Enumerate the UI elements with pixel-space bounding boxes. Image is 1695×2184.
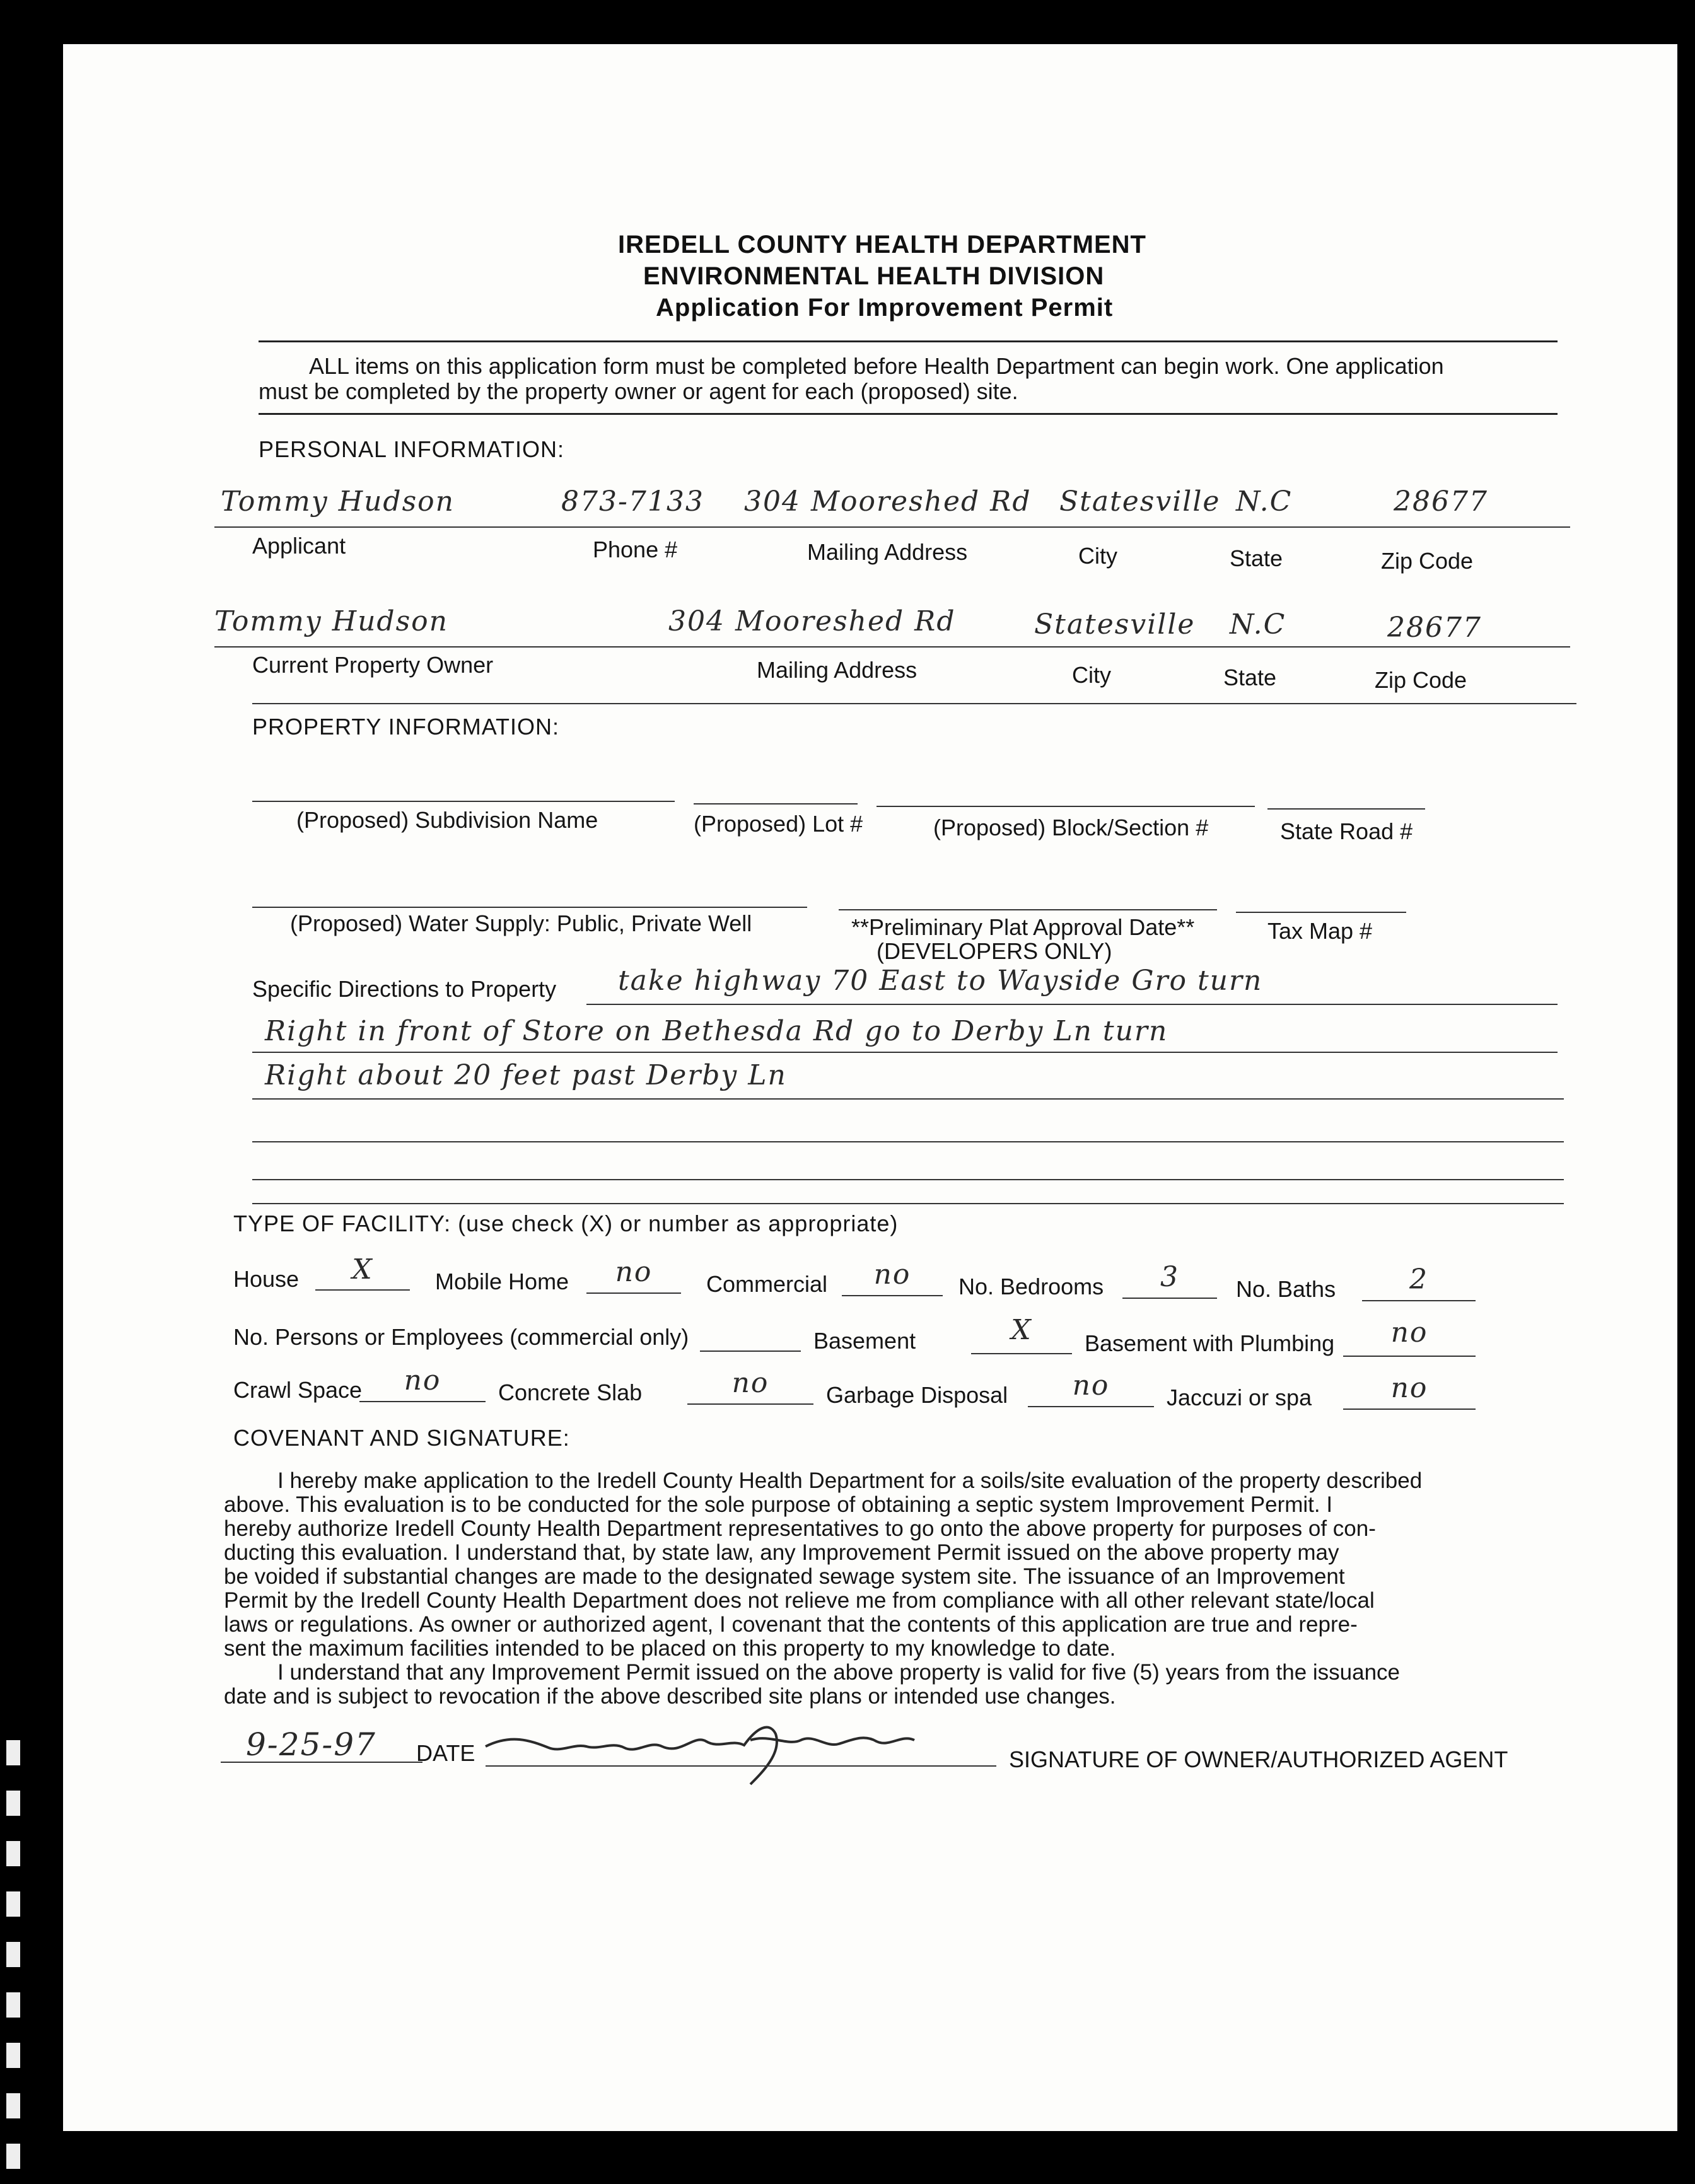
owner-label: Current Property Owner bbox=[252, 652, 494, 678]
covenant-line-6: Permit by the Iredell County Health Department does not relieve me from compliance with all other relevant state/local bbox=[224, 1588, 1375, 1613]
field-line bbox=[252, 1141, 1564, 1142]
commercial-value: no bbox=[873, 1258, 911, 1291]
field-line bbox=[842, 1295, 943, 1296]
crawl-space-value: no bbox=[404, 1364, 441, 1397]
intro-line-2: must be completed by the property owner or agent for each (proposed) site. bbox=[259, 378, 1018, 404]
owner-value: Tommy Hudson bbox=[214, 605, 448, 637]
field-line bbox=[586, 1292, 681, 1294]
field-line bbox=[1122, 1298, 1217, 1299]
owner-mailing-address-value: 304 Mooreshed Rd bbox=[668, 605, 956, 637]
state-label: State bbox=[1230, 545, 1283, 571]
field-line bbox=[221, 1762, 422, 1763]
field-line bbox=[252, 1098, 1564, 1100]
owner-state-label: State bbox=[1223, 665, 1277, 690]
directions-line-3: Right about 20 feet past Derby Ln bbox=[265, 1059, 787, 1091]
covenant-line-4: ducting this evaluation. I understand that, by state law, any Improvement Permit issued on the above property may bbox=[224, 1540, 1339, 1565]
rule bbox=[259, 340, 1558, 342]
tax-map-label: Tax Map # bbox=[1267, 918, 1373, 944]
field-line bbox=[315, 1289, 410, 1291]
covenant-line-7: laws or regulations. As owner or authorized agent, I covenant that the contents of this application are true and repre- bbox=[224, 1612, 1358, 1637]
jacuzzi-label: Jaccuzi or spa bbox=[1167, 1385, 1312, 1410]
property-info-heading: PROPERTY INFORMATION: bbox=[252, 714, 560, 740]
field-line bbox=[586, 1004, 1558, 1005]
plat-approval-label: **Preliminary Plat Approval Date** bbox=[851, 914, 1195, 940]
covenant-line-8: sent the maximum facilities intended to be placed on this property to my knowledge to date. bbox=[224, 1636, 1116, 1661]
covenant-heading: COVENANT AND SIGNATURE: bbox=[233, 1425, 570, 1451]
commercial-label: Commercial bbox=[706, 1271, 828, 1297]
field-line bbox=[252, 907, 807, 908]
owner-mailing-label: Mailing Address bbox=[757, 657, 917, 683]
field-line bbox=[1343, 1409, 1476, 1410]
basement-plumbing-label: Basement with Plumbing bbox=[1085, 1330, 1335, 1356]
basement-label: Basement bbox=[813, 1328, 916, 1354]
form-page bbox=[63, 44, 1677, 2131]
applicant-label: Applicant bbox=[252, 533, 346, 559]
basement-value: X bbox=[1011, 1314, 1032, 1346]
developers-only-label: (DEVELOPERS ONLY) bbox=[877, 938, 1112, 964]
field-line bbox=[1362, 1300, 1476, 1301]
date-label: DATE bbox=[416, 1740, 475, 1766]
field-line bbox=[1028, 1406, 1154, 1407]
field-line bbox=[877, 806, 1255, 807]
block-section-label: (Proposed) Block/Section # bbox=[933, 815, 1209, 840]
baths-value: 2 bbox=[1409, 1263, 1428, 1296]
covenant-line-1: I hereby make application to the Iredell County Health Department for a soils/site evaluation of the property described bbox=[277, 1468, 1423, 1493]
covenant-line-2: above. This evaluation is to be conducted for the sole purpose of obtaining a septic system Improvement Permit. I bbox=[224, 1492, 1333, 1517]
phone-label: Phone # bbox=[593, 537, 678, 562]
facility-heading: TYPE OF FACILITY: (use check (X) or number as appropriate) bbox=[233, 1211, 899, 1236]
zip-value: 28677 bbox=[1394, 485, 1488, 518]
field-line bbox=[694, 803, 858, 804]
subdivision-label: (Proposed) Subdivision Name bbox=[296, 807, 598, 833]
header-line-3: Application For Improvement Permit bbox=[656, 294, 1114, 322]
concrete-slab-value: no bbox=[731, 1367, 769, 1399]
owner-state-value: N.C bbox=[1230, 608, 1286, 641]
house-value: X bbox=[352, 1253, 373, 1286]
field-line bbox=[252, 703, 1576, 704]
lot-label: (Proposed) Lot # bbox=[694, 811, 863, 837]
state-value: N.C bbox=[1236, 485, 1293, 518]
concrete-slab-label: Concrete Slab bbox=[498, 1380, 643, 1405]
field-line bbox=[1267, 808, 1425, 810]
owner-city-label: City bbox=[1072, 662, 1111, 688]
scan-edge-marks bbox=[0, 0, 63, 2184]
mobile-home-value: no bbox=[615, 1256, 653, 1288]
field-line bbox=[214, 646, 1570, 648]
owner-zip-label: Zip Code bbox=[1375, 667, 1467, 693]
field-line bbox=[252, 1203, 1564, 1204]
field-line bbox=[700, 1350, 801, 1352]
covenant-line-10: date and is subject to revocation if the above described site plans or intended use changes. bbox=[224, 1684, 1116, 1709]
city-value: Statesville bbox=[1059, 485, 1221, 518]
garbage-disposal-label: Garbage Disposal bbox=[826, 1382, 1008, 1408]
field-line bbox=[1343, 1356, 1476, 1357]
field-line bbox=[687, 1403, 813, 1405]
crawl-space-label: Crawl Space bbox=[233, 1377, 363, 1403]
mailing-address-value: 304 Mooreshed Rd bbox=[744, 485, 1032, 518]
rule bbox=[259, 413, 1558, 415]
covenant-line-3: hereby authorize Iredell County Health Department representatives to go onto the above property for purposes of con- bbox=[224, 1516, 1376, 1541]
water-supply-label: (Proposed) Water Supply: Public, Private Well bbox=[290, 910, 752, 936]
field-line bbox=[252, 1052, 1558, 1053]
personal-info-heading: PERSONAL INFORMATION: bbox=[259, 436, 565, 462]
date-value: 9-25-97 bbox=[246, 1726, 376, 1763]
zip-label: Zip Code bbox=[1381, 548, 1474, 574]
house-label: House bbox=[233, 1266, 300, 1292]
intro-line-1: ALL items on this application form must be completed before Health Department can begin work. One application bbox=[309, 353, 1444, 379]
field-line bbox=[839, 909, 1217, 910]
city-label: City bbox=[1078, 543, 1117, 569]
bedrooms-label: No. Bedrooms bbox=[958, 1274, 1104, 1299]
field-line bbox=[486, 1765, 996, 1767]
baths-label: No. Baths bbox=[1236, 1276, 1336, 1302]
basement-plumbing-value: no bbox=[1390, 1316, 1428, 1349]
field-line bbox=[1236, 912, 1406, 913]
header-line-1: IREDELL COUNTY HEALTH DEPARTMENT bbox=[618, 231, 1146, 258]
field-line bbox=[359, 1401, 486, 1402]
garbage-disposal-value: no bbox=[1072, 1369, 1110, 1402]
directions-line-1: take highway 70 East to Wayside Gro turn bbox=[618, 965, 1263, 997]
field-line bbox=[252, 801, 675, 802]
directions-line-2: Right in front of Store on Bethesda Rd go to Derby Ln turn bbox=[265, 1015, 1168, 1047]
mailing-address-label: Mailing Address bbox=[807, 539, 968, 565]
mobile-home-label: Mobile Home bbox=[435, 1269, 569, 1294]
header-line-2: ENVIRONMENTAL HEALTH DIVISION bbox=[643, 262, 1105, 290]
persons-label: No. Persons or Employees (commercial only) bbox=[233, 1324, 689, 1350]
bedrooms-value: 3 bbox=[1160, 1261, 1179, 1293]
applicant-value: Tommy Hudson bbox=[221, 485, 455, 518]
owner-city-value: Statesville bbox=[1034, 608, 1196, 641]
signature-label: SIGNATURE OF OWNER/AUTHORIZED AGENT bbox=[1009, 1746, 1508, 1772]
field-line bbox=[252, 1179, 1564, 1180]
owner-signature bbox=[473, 1709, 1015, 1809]
directions-label: Specific Directions to Property bbox=[252, 976, 557, 1002]
field-line bbox=[971, 1353, 1072, 1354]
state-road-label: State Road # bbox=[1280, 818, 1413, 844]
covenant-line-5: be voided if substantial changes are made to the designated sewage system site. The issuance of an Improvement bbox=[224, 1564, 1345, 1589]
owner-zip-value: 28677 bbox=[1387, 612, 1482, 644]
covenant-line-9: I understand that any Improvement Permit issued on the above property is valid for five (5) years from the issuance bbox=[277, 1660, 1401, 1685]
field-line bbox=[214, 526, 1570, 528]
jacuzzi-value: no bbox=[1390, 1372, 1428, 1404]
phone-value: 873-7133 bbox=[561, 485, 704, 518]
